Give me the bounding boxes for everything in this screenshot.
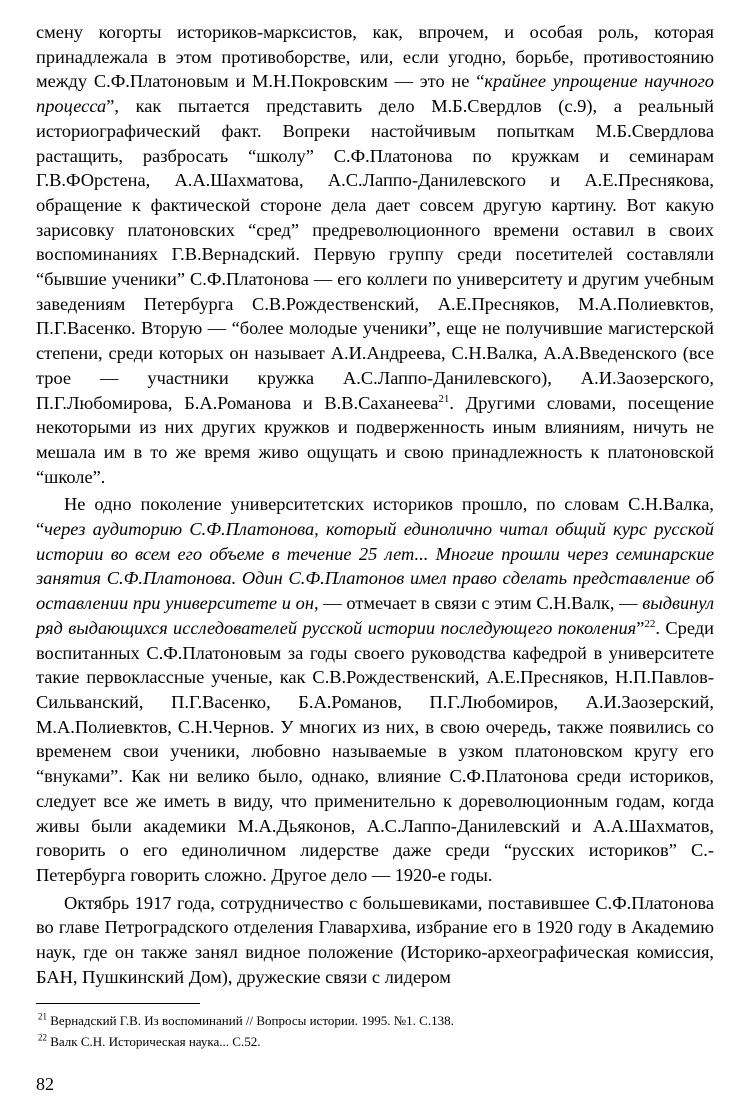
footnote-ref: 22 — [644, 617, 656, 630]
footnote-21 — [36, 1010, 714, 1031]
paragraph-2 — [36, 492, 714, 887]
footnote-ref: 21 — [438, 392, 450, 405]
text-segment: ” — [636, 617, 645, 638]
paragraph-3 — [36, 891, 714, 990]
text-segment: ”, как пытается представить дело М.Б.Свердлов (с.9), а реальный историографический факт. Вопреки настойчивым попыткам М.Б.Свердлова растащить, разбросать “школу” С.Ф.Платонова по кружкам и семинарам Г.В.ФОрстена, А.А.Шахматова, А.С.Лаппо-Данилевского и А.Е.Преснякова, обращение к фактической стороне дела дает совсем другую картину. Вот какую зарисовку платоновских “сред” предреволюционного времени оставил в своих воспоминаниях Г.В.Вернадский. Первую группу среди посетителей составляли “бывшие ученики” С.Ф.Платонова — его коллеги по университету и другим учебным заведениям Петербурга С.В.Рождественский, А.Е.Пресняков, М.А.Полиевктов, П.Г.Васенко. Вторую — “более молодые ученики”, еще не получившие магистерской степени, среди которых он называет А.И.Андреева, С.Н.Валка, А.А.Введенского (все трое — участники кружка А.С.Лаппо-Данилевского), А.И.Заозерского, П.Г.Любомирова, Б.А.Романова и В.В.Саханеева — [36, 96, 714, 413]
text-segment: . Среди воспитанных С.Ф.Платоновым за годы своего руководства кафедрой в университете такие первоклассные ученые, как С.В.Рождественский, А.Е.Пресняков, Н.П.Павлов-Сильванский, П.Г.Васенко, Б.А.Романов, П.Г.Любомиров, А.И.Заозерский, М.А.Полиевктов, С.Н.Чернов. У многих из них, в свою очередь, также появились со временем свои ученики, любовно называемые в узком платоновском кругу его “внуками”. Как ни велико было, однако, влияние С.Ф.Платонова среди историков, следует все же иметь в виду, что применительно к дореволюционным годам, когда живы были академики М.А.Дьяконов, А.С.Лаппо-Данилевский и А.А.Шахматов, говорить о его единоличном лидерстве даже среди “русских историков” С.-Петербурга говорить сложно. Другое дело — 1920-е годы. — [36, 617, 714, 885]
text-segment: — отмечает в связи с этим С.Н.Валк, — — [318, 593, 643, 614]
footnote-21-number: 21 — [38, 1012, 47, 1023]
text-segment: . Другими словами, посещение некоторыми из них других кружков и подверженность иным влияниям, ничуть не мешала им в то же время живо ощущать и свою принадлежность к платоновской “школе”. — [36, 392, 714, 487]
text-segment: смену когорты историков-марксистов, как, впрочем, и особая роль, которая принадлежала в этом противоборстве, или, если угодно, борьбе, противостоянию между С.Ф.Платоновым и М.Н.Покровским — это не “ — [36, 22, 714, 92]
text-segment: Не одно поколение университетских историков прошло, по словам С.Н.Валка, “ — [36, 494, 714, 540]
footnote-divider — [36, 1003, 200, 1004]
italic-quote: крайнее упрощение научного процесса — [36, 71, 714, 117]
footnote-22 — [36, 1031, 714, 1052]
italic-quote: выдвинул ряд выдающихся исследователей русской истории последующего поколения — [36, 593, 714, 638]
italic-quote: через аудиторию С.Ф.Платонова, который единолично читал общий курс русской истории во всем его объеме в течение 25 лет... Многие прошли через семинарские занятия С.Ф.Платонова. Один С.Ф.Платонов имел право сделать представление об оставлении при университете и он, — [36, 519, 714, 614]
footnote-22-text: Валк С.Н. Историческая наука... С.52. — [47, 1034, 261, 1050]
page — [36, 20, 714, 1052]
page-number: 82 — [36, 1074, 54, 1094]
footnote-21-text: Вернадский Г.В. Из воспоминаний // Вопросы истории. 1995. №1. С.138. — [47, 1013, 454, 1029]
paragraph-1 — [36, 20, 714, 489]
text-segment: Октябрь 1917 года, сотрудничество с большевиками, поставившее С.Ф.Платонова во главе Петроградского отделения Главархива, избрание его в 1920 году в Академию наук, где он также занял видное положение (Историко-археографическая комиссия, БАН, Пушкинский Дом), дружеские связи с лидером — [36, 892, 714, 987]
footnote-22-number: 22 — [38, 1033, 47, 1044]
